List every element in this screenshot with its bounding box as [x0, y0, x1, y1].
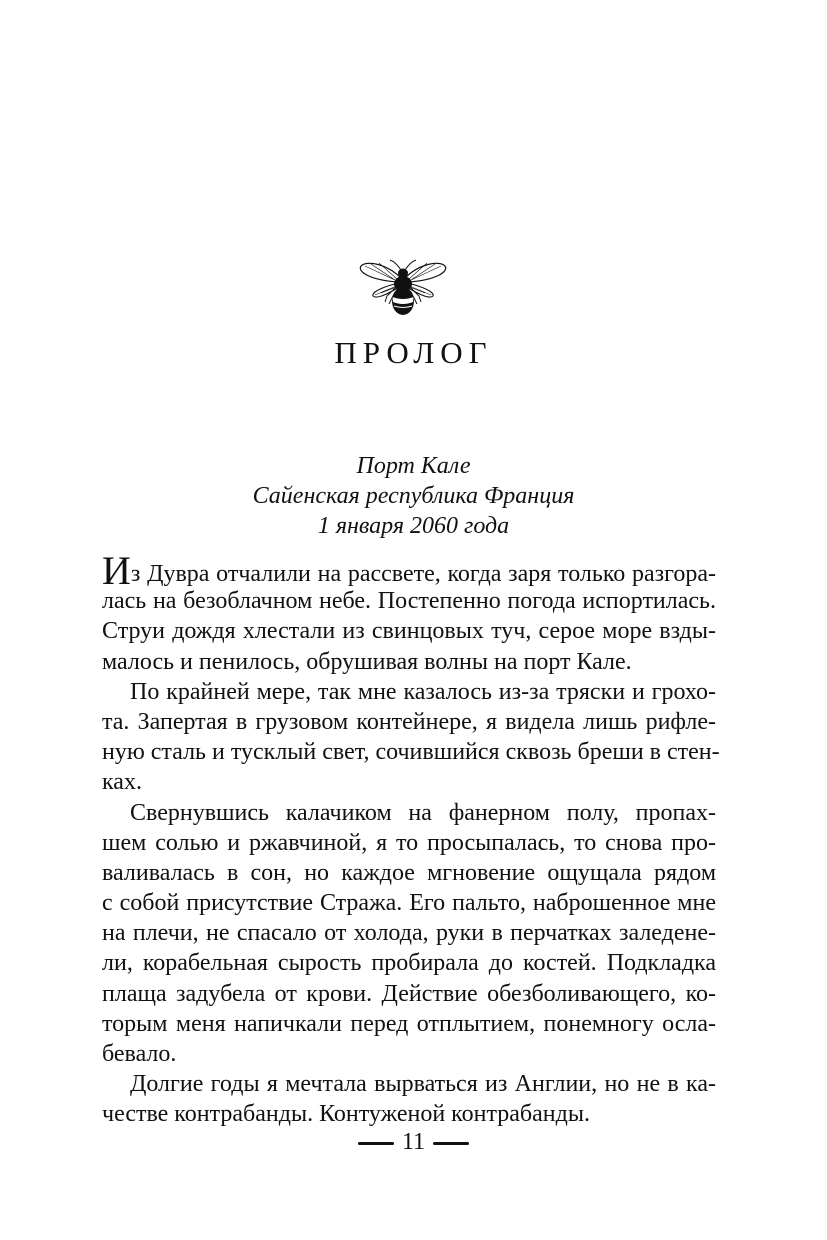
- text-line: ли, корабельная сырость пробирала до костей. Подкладка: [102, 950, 716, 977]
- text-line: лась на безоблачном небе. Постепенно погода испортилась.: [102, 588, 716, 615]
- text-line: бевало.: [102, 1041, 177, 1067]
- text-line: Свернувшись калачиком на фанерном полу, пропах-: [130, 799, 716, 826]
- text-line: Из Дувра отчалили на рассвете, когда заря только разгора-: [102, 548, 716, 593]
- text-line: на плечи, не спасало от холода, руки в перчатках заледене-: [102, 920, 716, 947]
- page-number: 11: [401, 1129, 426, 1155]
- text-line: шем солью и ржавчиной, я то просыпалась, то снова про-: [102, 829, 716, 856]
- text-line: плаща задубела от крови. Действие обезболивающего, ко-: [102, 980, 716, 1007]
- body-text: [102, 548, 720, 1130]
- text-line: с собой присутствие Стража. Его пальто, наброшенное мне: [102, 890, 716, 917]
- folio-dash-right: [433, 1142, 469, 1145]
- drop-cap: И: [102, 548, 131, 593]
- text-line: валивалась в сон, но каждое мгновение ощущала рядом: [102, 859, 716, 886]
- text-line: честве контрабанды. Контуженой контрабанды.: [102, 1101, 590, 1128]
- dateline-country: Сайенская республика Франция: [252, 483, 575, 509]
- text-line: ную сталь и тусклый свет, сочившийся сквозь бреши в стен-: [102, 739, 720, 766]
- text-line: та. Запертая в грузовом контейнере, я видела лишь рифле-: [102, 708, 716, 735]
- chapter-title: ПРОЛОГ: [334, 335, 493, 370]
- page-footer: [0, 1127, 827, 1157]
- text-line: Струи дождя хлестали из свинцовых туч, серое море взды-: [102, 618, 716, 645]
- dateline: [0, 451, 827, 541]
- text-line: Долгие годы я мечтала вырваться из Англии, но не в ка-: [130, 1071, 716, 1098]
- text-line: По крайней мере, так мне казалось из-за тряски и грохо-: [130, 678, 716, 705]
- bee-icon: [357, 256, 449, 320]
- text-line: малось и пенилось, обрушивая волны на порт Кале.: [102, 648, 632, 675]
- text-line: ках.: [102, 769, 142, 796]
- text-line: торым меня напичкали перед отплытием, понемногу осла-: [102, 1010, 716, 1037]
- folio-dash-left: [358, 1142, 394, 1145]
- dateline-date: 1 января 2060 года: [317, 513, 510, 539]
- dateline-place: Порт Кале: [356, 453, 471, 479]
